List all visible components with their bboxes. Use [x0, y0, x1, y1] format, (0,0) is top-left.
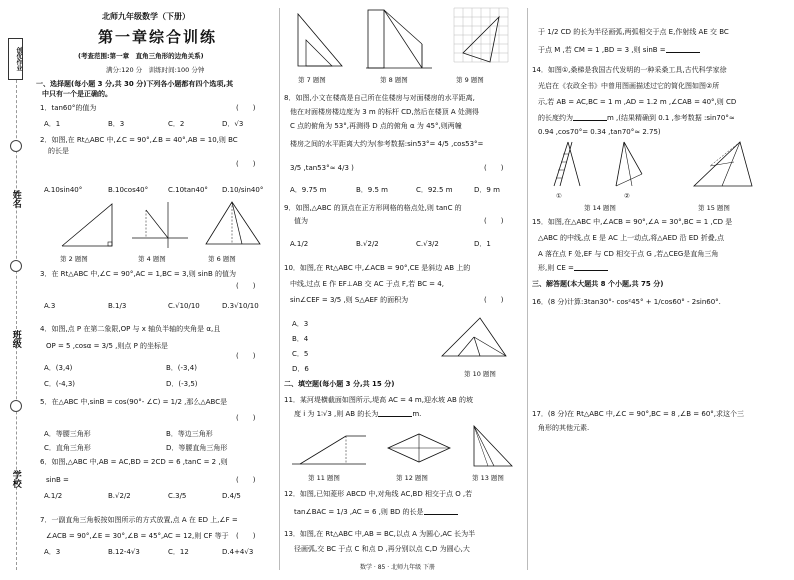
question-10-cont: sin∠CEF = 3/5 ,则 S△AEF 的面积为	[290, 296, 409, 304]
binding-strip	[0, 0, 30, 580]
punch-hole	[10, 400, 22, 412]
question-9-cont: 值为	[294, 217, 308, 225]
question-10-cont: 中线,过点 E 作 EF⊥AB 交 AC 于点 F,若 BC = 4,	[290, 280, 444, 288]
figure-q12	[384, 430, 454, 466]
question-13-cont	[538, 46, 700, 55]
q9-option-c: C.√3/2	[416, 240, 439, 248]
figure-caption: 第 2 题图	[60, 255, 88, 263]
question-12-cont	[294, 508, 458, 517]
figure-q4	[128, 198, 192, 250]
q1-option-b: B．3	[108, 120, 125, 128]
answer-blank[interactable]	[666, 46, 700, 53]
answer-blank[interactable]	[424, 508, 458, 515]
question-9: 9．如图,△ABC 的顶点在正方形网格的格点处,则 tanC 的	[284, 204, 462, 212]
q6-option-a: A.1/2	[44, 492, 63, 500]
figure-caption: 第 8 题图	[380, 76, 408, 84]
subject-header: 北师九年级数学（下册）	[102, 12, 190, 21]
question-14-cont: 示,若 AB = AC,BC = 1 m ,AD = 1.2 m ,∠CAB = 40°,则 CD	[538, 98, 737, 106]
figure-q11	[290, 426, 368, 470]
figure-caption: 第 4 题图	[138, 255, 166, 263]
q2-option-d: D.10/sin40°	[222, 186, 264, 194]
meta-info: 满分:120 分 训练时间:100 分钟	[106, 66, 205, 74]
q7-option-a: A．3	[44, 548, 61, 556]
section-2-heading: 二、填空题(每小题 3 分,共 15 分)	[284, 380, 395, 388]
figure-caption: 第 14 题图	[584, 204, 616, 212]
figure-caption: 第 7 题图	[298, 76, 326, 84]
q4-option-c: C．(-4,3)	[44, 380, 76, 388]
q5-option-d: D．等腰直角三角形	[166, 444, 228, 452]
q5-option-b: B．等边三角形	[166, 430, 213, 438]
answer-paren: ( )	[484, 164, 504, 172]
question-8-cont: 他在对面楼房楼边度为 3 m 的标杆 CD,然后在楼顶 A 处测得	[290, 108, 479, 116]
q8-option-c: C．92.5 m	[416, 186, 453, 194]
q14-text: 的长度约为	[538, 114, 573, 122]
figure-caption: 第 15 题图	[698, 204, 730, 212]
answer-paren: ( )	[236, 532, 256, 540]
cut-line	[16, 80, 17, 570]
q8-option-b: B．9.5 m	[356, 186, 388, 194]
q3-option-a: A.3	[44, 302, 56, 310]
q14-text-2: m ,(结果精确到 0.1 ,参考数据 :sin70°≈	[607, 114, 735, 122]
answer-blank[interactable]	[378, 410, 412, 417]
question-8-cont: 楼房之间的水平距离大约为(参考数据:sin53°= 4/5 ,cos53°=	[290, 140, 484, 148]
page-title: 第一章综合训练	[98, 28, 218, 46]
question-14-cont: 光启在《农政全书》中曾用图画描述过它的简化图如图②所	[538, 82, 720, 90]
question-4: 4．如图,点 P 在第二象限,OP 与 x 轴负半轴的夹角是 α,且	[40, 325, 221, 333]
q8-option-d: D．9 m	[474, 186, 500, 194]
q10-option-d: D．6	[292, 365, 309, 373]
question-15-cont: A 落在点 F 处,EF 与 CD 相交于点 G ,若△CEG是直角三角	[538, 250, 719, 258]
q3-option-b: B.1/3	[108, 302, 127, 310]
question-13-cont: 径画弧,交 BC 于点 C 和点 D ,再分别以点 C,D 为圆心,大	[294, 545, 470, 553]
answer-paren: ( )	[236, 352, 256, 360]
q5-option-c: C．直角三角形	[44, 444, 91, 452]
figure-caption: 第 10 题图	[464, 370, 496, 378]
q11-unit: m.	[412, 410, 422, 418]
question-6-cont: sinB =	[46, 476, 69, 484]
question-7-cont: ∠ACB = 90°,∠E = 30°,∠B = 45°,AC = 12,则 CF 等于	[46, 532, 229, 540]
figure-caption: ①	[556, 192, 562, 200]
q1-option-c: C．2	[168, 120, 185, 128]
figure-q14-ladder	[544, 138, 584, 190]
q3-option-c: C.√10/10	[168, 302, 200, 310]
question-2-cont: 的长是	[48, 147, 69, 155]
answer-paren: ( )	[236, 282, 256, 290]
name-label: 姓名	[10, 190, 21, 208]
q3-option-d: D.3√10/10	[222, 302, 259, 310]
q9-option-d: D．1	[474, 240, 491, 248]
question-11-cont	[294, 410, 421, 419]
question-15-cont: △ABC 的中线,点 E 是 AC 上一动点,将△AED 沿 ED 折叠,点	[538, 234, 724, 242]
answer-paren: ( )	[236, 160, 256, 168]
figure-q14-diagram	[610, 138, 650, 190]
answer-blank[interactable]	[574, 264, 608, 271]
q10-option-c: C．5	[292, 350, 309, 358]
question-6: 6．如图,△ABC 中,AB = AC,BD = 2CD = 6 ,tanC = 2 ,则	[40, 458, 228, 466]
q4-option-d: D．(-3,5)	[166, 380, 198, 388]
q10-option-a: A．3	[292, 320, 309, 328]
q12-text: tan∠BAC = 1/3 ,AC = 6 ,则 BD 的长是	[294, 508, 424, 516]
q1-option-a: A．1	[44, 120, 61, 128]
figure-caption: 第 9 题图	[456, 76, 484, 84]
section-3-heading: 三、解答题(本大题共 8 个小题,共 75 分)	[532, 280, 664, 288]
q4-option-b: B．(-3,4)	[166, 364, 197, 372]
question-17-cont: 角形的其他元素.	[538, 424, 590, 432]
page-footer: 数学 · 85 · 北师九年级 下册	[360, 564, 435, 571]
column-divider	[279, 8, 280, 570]
figure-caption: 第 6 题图	[208, 255, 236, 263]
question-14: 14．如图①,桑梯是我国古代发明的一种采桑工具,古代科学家徐	[532, 66, 727, 74]
question-14-cont	[538, 114, 735, 123]
answer-paren: ( )	[484, 296, 504, 304]
question-15-cont	[538, 264, 608, 273]
figure-q7	[292, 6, 348, 72]
question-3: 3．在 Rt△ABC 中,∠C = 90°,AC = 1,BC = 3,则 sinB 的值为	[40, 270, 236, 278]
answer-paren: ( )	[236, 476, 256, 484]
q8-option-a: A．9.75 m	[290, 186, 327, 194]
q11-text: 度 i 为 1∶√3 ,则 AB 的长为	[294, 410, 379, 418]
figure-caption: 第 12 题图	[396, 474, 428, 482]
question-13-cont: 于 1/2 CD 的长为半径画弧,两弧相交于点 E,作射线 AE 交 BC	[538, 28, 729, 36]
question-2: 2．如图,在 Rt△ABC 中,∠C = 90°,∠B = 40°,AB = 10,则 BC	[40, 136, 238, 144]
q7-option-c: C．12	[168, 548, 189, 556]
question-8-cont: 3/5 ,tan53°≈ 4/3 )	[290, 164, 354, 172]
figure-caption: ②	[624, 192, 630, 200]
q2-option-a: A.10sin40°	[44, 186, 83, 194]
q2-option-c: C.10tan40°	[168, 186, 208, 194]
q15-text: 形,则 CE =	[538, 264, 574, 272]
q7-option-d: D.4+4√3	[222, 548, 254, 556]
punch-hole	[10, 260, 22, 272]
q5-option-a: A．等腰三角形	[44, 430, 91, 438]
answer-paren: ( )	[236, 104, 256, 112]
class-label: 班级	[10, 330, 21, 348]
figure-caption: 第 11 题图	[308, 474, 340, 482]
section-1-heading-cont: 中只有一个是正确的。	[42, 90, 112, 98]
figure-q15	[688, 136, 758, 192]
figure-q8	[364, 4, 434, 72]
question-1: 1．tan60°的值为	[40, 104, 97, 112]
question-16: 16．(8 分)计算:3tan30°- cos²45° + 1/cos60° - 2sin60°.	[532, 298, 721, 306]
question-14-cont: 0.94 ,cos70°= 0.34 ,tan70°≈ 2.75)	[538, 128, 661, 136]
q6-option-b: B.√2/2	[108, 492, 131, 500]
question-5: 5．在△ABC 中,sinB = cos(90°- ∠C) = 1/2 ,那么△ABC是	[40, 398, 228, 406]
q10-option-b: B．4	[292, 335, 309, 343]
q9-option-a: A.1/2	[290, 240, 309, 248]
answer-paren: ( )	[236, 414, 256, 422]
q6-option-d: D.4/5	[222, 492, 241, 500]
q1-option-d: D．√3	[222, 120, 244, 128]
q4-option-a: A．(3,4)	[44, 364, 73, 372]
punch-hole	[10, 140, 22, 152]
answer-paren: ( )	[484, 217, 504, 225]
q7-option-b: B.12-4√3	[108, 548, 140, 556]
figure-caption: 第 13 题图	[472, 474, 504, 482]
q6-option-c: C.3/5	[168, 492, 187, 500]
question-8-cont: C 点的俯角为 53°,再测得 D 点的俯角 α 为 45°,则两幢	[290, 122, 462, 130]
question-4-cont: OP = 5 ,cosα = 3/5 ,则点 P 的坐标是	[46, 342, 169, 350]
answer-blank[interactable]	[573, 114, 607, 121]
column-divider	[527, 8, 528, 570]
section-1-heading: 一、选择题(每小题 3 分,共 30 分)下列各小题都有四个选项,其	[36, 80, 234, 88]
q13-text: 于点 M ,若 CM = 1 ,BD = 3 ,则 sinB =	[538, 46, 666, 54]
question-15: 15．如图,在△ABC 中,∠ACB = 90°,∠A = 30°,BC = 1 ,CD 是	[532, 218, 733, 226]
figure-q2	[56, 198, 116, 250]
figure-q13	[462, 420, 516, 472]
question-12: 12．如图,已知菱形 ABCD 中,对角线 AC,BD 相交于点 O ,若	[284, 490, 473, 498]
figure-q10	[434, 312, 512, 362]
q9-option-b: B.√2/2	[356, 240, 379, 248]
q2-option-b: B.10cos40°	[108, 186, 149, 194]
school-label: 学校	[10, 470, 21, 488]
scope-note: (考查范围:第一章 直角三角形的边角关系)	[78, 52, 204, 60]
question-17: 17．(8 分)在 Rt△ABC 中,∠C = 90°,BC = 8 ,∠B = 60°,求这个三	[532, 410, 744, 418]
brand-badge: 创优作业	[8, 38, 23, 80]
question-10: 10．如图,在 Rt△ABC 中,∠ACB = 90°,CE 是斜边 AB 上的	[284, 264, 471, 272]
question-7: 7．一副直角三角板按如图所示的方式放置,点 A 在 ED 上,∠F =	[40, 516, 238, 524]
question-13: 13．如图,在 Rt△ABC 中,AB = BC,以点 A 为圆心,AC 长为半	[284, 530, 476, 538]
figure-q9	[450, 4, 512, 72]
question-11: 11．某河堤横截面如图所示,堤高 AC = 4 m,迎水坡 AB 的坡	[284, 396, 473, 404]
question-8: 8．如图,小文在楼高是自己所在住楼房与对面楼房的水平距离,	[284, 94, 475, 102]
figure-q6	[202, 198, 264, 250]
